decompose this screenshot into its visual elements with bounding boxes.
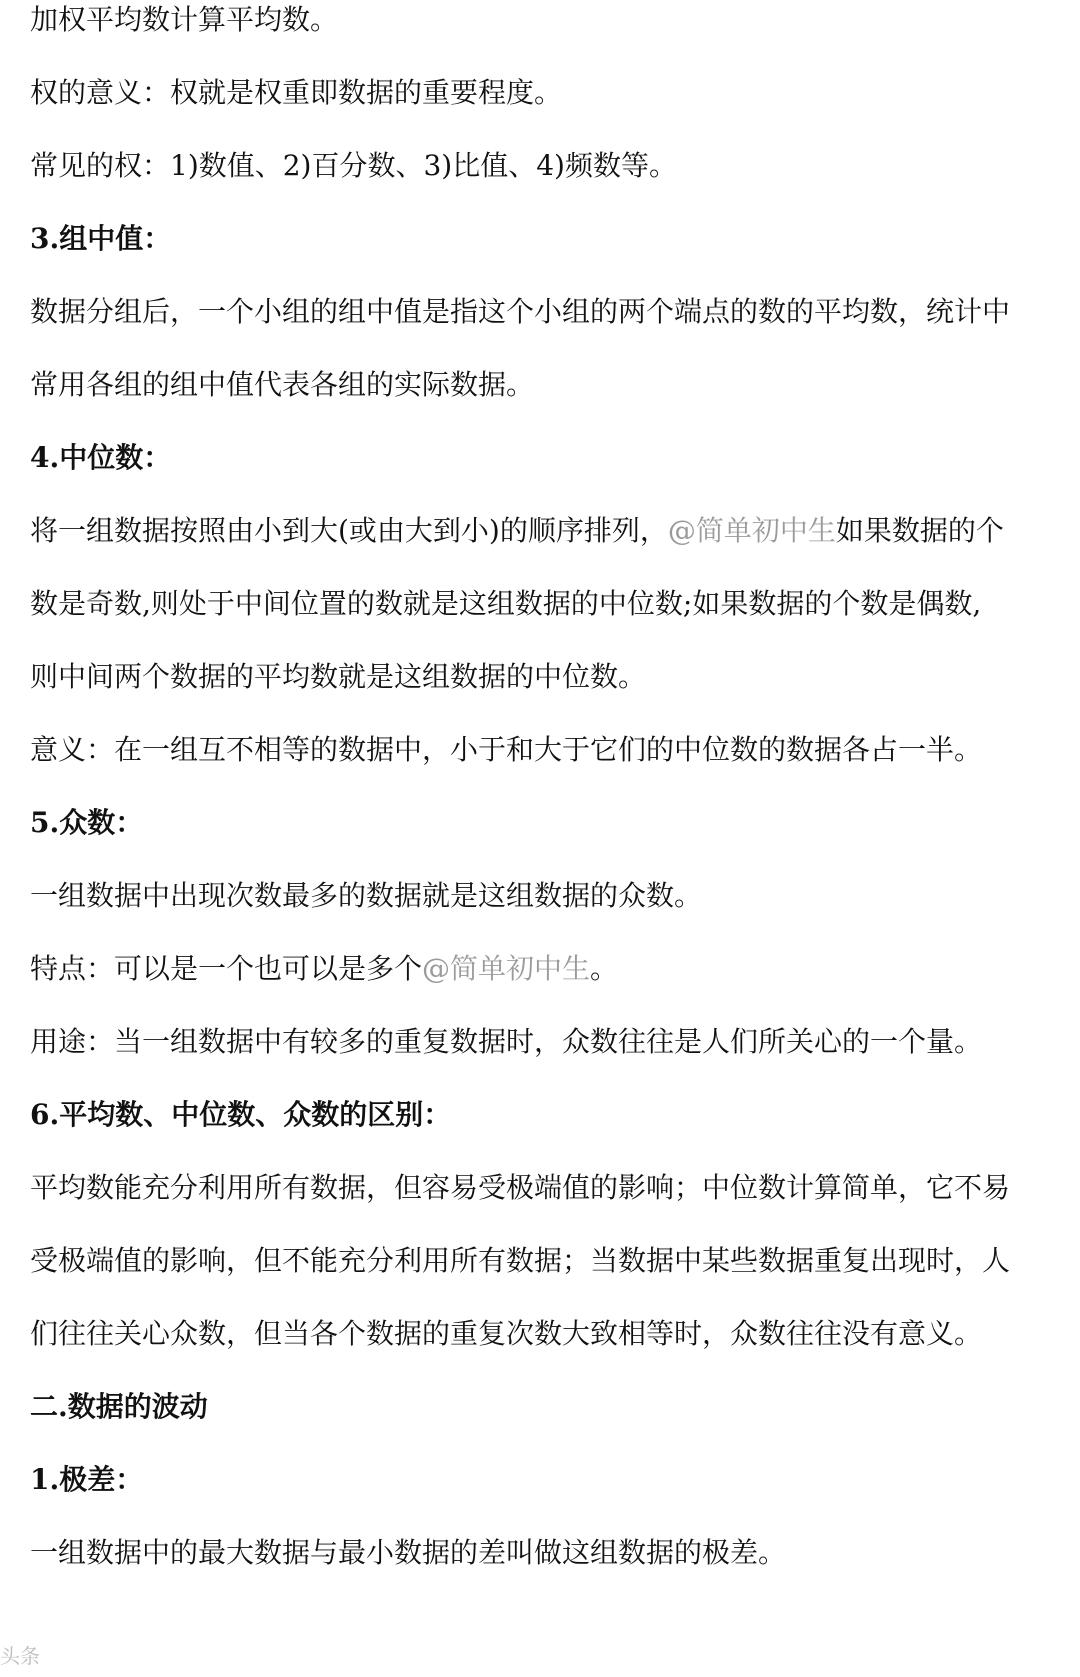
text-line-range-definition: 一组数据中的最大数据与最小数据的差叫做这组数据的极差。: [30, 1536, 787, 1569]
text-line-mode-definition: 一组数据中出现次数最多的数据就是这组数据的众数。: [30, 879, 703, 912]
text-line-median-2: 数是奇数,则处于中间位置的数就是这组数据的中位数;如果数据的个数是偶数,: [30, 587, 982, 620]
text-line-mode-feature: [30, 951, 1050, 987]
heading-differences: 6.平均数、中位数、众数的区别：: [30, 1098, 452, 1131]
watermark-text: @简单初中生: [422, 952, 591, 985]
text-line-median-1: [30, 513, 1050, 549]
text-line-midpoint-1: 数据分组后，一个小组的组中值是指这个小组的两个端点的数的平均数，统计中: [30, 295, 1011, 328]
heading-data-fluctuation: 二.数据的波动: [30, 1390, 208, 1423]
heading-group-midpoint: 3.组中值：: [30, 222, 172, 255]
text-segment: 如果数据的个: [835, 514, 1004, 547]
heading-median: 4.中位数：: [30, 441, 172, 474]
toutiao-logo-watermark: 头条: [0, 1644, 40, 1668]
text-line-weighted-mean: 加权平均数计算平均数。: [30, 3, 339, 36]
heading-range: 1.极差：: [30, 1463, 144, 1496]
text-segment: 将一组数据按照由小到大(或由大到小)的顺序排列，: [30, 514, 668, 547]
text-segment: 特点：可以是一个也可以是多个: [30, 952, 423, 985]
text-line-differences-2: 受极端值的影响，但不能充分利用所有数据；当数据中某些数据重复出现时，人: [30, 1244, 1011, 1277]
text-line-differences-3: 们往往关心众数，但当各个数据的重复次数大致相等时，众数往往没有意义。: [30, 1317, 983, 1350]
watermark-text: @简单初中生: [667, 514, 836, 547]
text-line-median-3: 则中间两个数据的平均数就是这组数据的中位数。: [30, 660, 647, 693]
text-line-mode-usage: 用途：当一组数据中有较多的重复数据时，众数往往是人们所关心的一个量。: [30, 1025, 983, 1058]
text-line-common-weights: 常见的权：1)数值、2)百分数、3)比值、4)频数等。: [30, 149, 677, 182]
text-line-weight-meaning: 权的意义：权就是权重即数据的重要程度。: [30, 76, 563, 109]
heading-mode: 5.众数：: [30, 806, 144, 839]
text-line-median-meaning: 意义：在一组互不相等的数据中，小于和大于它们的中位数的数据各占一半。: [30, 733, 983, 766]
text-line-midpoint-2: 常用各组的组中值代表各组的实际数据。: [30, 368, 535, 401]
text-segment: 。: [590, 952, 619, 985]
text-line-differences-1: 平均数能充分利用所有数据，但容易受极端值的影响；中位数计算简单，它不易: [30, 1171, 1011, 1204]
